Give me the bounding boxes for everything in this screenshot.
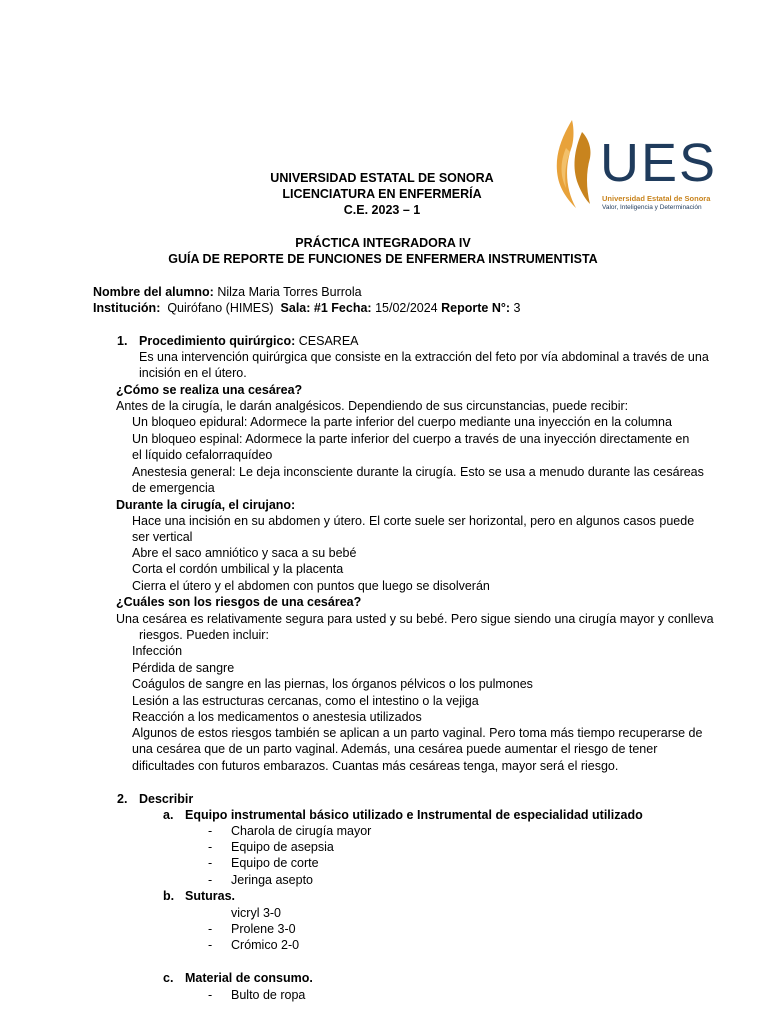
risk-item: Reacción a los medicamentos o anestesia utilizados [132, 710, 422, 724]
surgery-step-line: Cierra el útero y el abdomen con puntos que luego se disolverán [132, 579, 490, 593]
student-name-label: Nombre del alumno: [93, 285, 214, 299]
institution-value: Quirófano (HIMES) [167, 301, 274, 315]
suture-item: Prolene 3-0 [231, 922, 296, 936]
equipment-item: Jeringa asepto [231, 873, 314, 887]
anesthesia-line: Un bloqueo espinal: Adormece la parte inferior del cuerpo a través de una inyección directamente en [132, 432, 690, 446]
program-heading: LICENCIATURA EN ENFERMERÍA [282, 187, 482, 201]
university-heading: UNIVERSIDAD ESTATAL DE SONORA [270, 171, 494, 185]
student-name-value: Nilza Maria Torres Burrola [217, 285, 362, 299]
equipment-item: Equipo de corte [231, 856, 319, 870]
subsection-b-mark: b. [163, 889, 175, 903]
logo-motto: Valor, Inteligencia y Determinación [602, 204, 702, 211]
anesthesia-line: de emergencia [132, 481, 215, 495]
question-how: ¿Cómo se realiza una cesárea? [116, 383, 303, 397]
section2-label: Describir [139, 792, 194, 806]
subsection-c-label: Material de consumo. [185, 971, 313, 985]
question-how-intro: Antes de la cirugía, le darán analgésicos. Dependiendo de sus circunstancias, puede recibir: [116, 399, 629, 413]
risk-note-line: Algunos de estos riesgos también se aplican a un parto vaginal. Pero toma más tiempo recuperarse de [132, 726, 703, 740]
date-value: 15/02/2024 [375, 301, 438, 315]
procedure-desc-line: incisión en el útero. [139, 366, 247, 380]
procedure-label: Procedimiento quirúrgico: [139, 334, 296, 348]
surgery-step-line: Hace una incisión en su abdomen y útero. El corte suele ser horizontal, pero en algunos casos puede [132, 514, 695, 528]
list-dash: - [208, 922, 213, 936]
practice-heading: PRÁCTICA INTEGRADORA IV [295, 236, 471, 250]
surgery-step-line: Corta el cordón umbilical y la placenta [132, 562, 344, 576]
logo-letters: UES [600, 133, 718, 193]
risks-intro-line: Una cesárea es relativamente segura para usted y su bebé. Pero sigue siendo una cirugía mayor y conlleva [116, 612, 714, 626]
institution-line [93, 301, 520, 315]
guide-heading: GUÍA DE REPORTE DE FUNCIONES DE ENFERMERA INSTRUMENTISTA [168, 252, 598, 266]
surgery-step-line: Abre el saco amniótico y saca a su bebé [132, 546, 357, 560]
equipment-item: Equipo de asepsia [231, 840, 334, 854]
date-label: Fecha: [331, 301, 372, 315]
cycle-heading: C.E. 2023 – 1 [343, 203, 421, 217]
risk-note-line: dificultades con futuros embarazos. Cuantas más cesáreas tenga, mayor será el riesgo. [132, 759, 619, 773]
institution-label: Institución: [93, 301, 161, 315]
consumable-item: Bulto de ropa [231, 988, 306, 1002]
report-label: Reporte N°: [441, 301, 511, 315]
risk-item: Lesión a las estructuras cercanas, como el intestino o la vejiga [132, 694, 479, 708]
anesthesia-line: Un bloqueo epidural: Adormece la parte inferior del cuerpo mediante una inyección en la columna [132, 415, 672, 429]
procedure-line [139, 334, 359, 348]
list-dash: - [208, 824, 213, 838]
risk-item: Coágulos de sangre en las piernas, los órganos pélvicos o los pulmones [132, 677, 533, 691]
subsection-a-label: Equipo instrumental básico utilizado e Instrumental de especialidad utilizado [185, 808, 643, 822]
suture-item: Crómico 2-0 [231, 938, 300, 952]
anesthesia-line: el líquido cefalorraquídeo [132, 448, 273, 462]
procedure-desc-line: Es una intervención quirúrgica que consiste en la extracción del feto por vía abdominal a través de una [139, 350, 709, 364]
room-label: Sala: #1 [280, 301, 328, 315]
logo-university-name: Universidad Estatal de Sonora [602, 194, 711, 203]
section2-number: 2. [117, 792, 128, 806]
risk-item: Pérdida de sangre [132, 661, 235, 675]
anesthesia-line: Anestesia general: Le deja inconsciente durante la cirugía. Esto se usa a menudo durante las cesáreas [132, 465, 704, 479]
risk-item: Infección [132, 644, 183, 658]
list-dash: - [208, 988, 213, 1002]
subsection-a-mark: a. [163, 808, 174, 822]
risks-intro-line: riesgos. Pueden incluir: [139, 628, 269, 642]
list-dash: - [208, 856, 213, 870]
question-during: Durante la cirugía, el cirujano: [116, 498, 296, 512]
equipment-item: Charola de cirugía mayor [231, 824, 372, 838]
list-dash: - [208, 840, 213, 854]
question-risks: ¿Cuáles son los riesgos de una cesárea? [116, 595, 362, 609]
list-dash: - [208, 873, 213, 887]
section1-number: 1. [117, 334, 128, 348]
report-value: 3 [513, 301, 521, 315]
subsection-b-label: Suturas. [185, 889, 236, 903]
student-name-line [93, 285, 362, 299]
subsection-c-mark: c. [163, 971, 174, 985]
risk-note-line: una cesárea que de un parto vaginal. Además, una cesárea puede aumentar el riesgo de tener [132, 742, 658, 756]
surgery-step-line: ser vertical [132, 530, 193, 544]
list-dash: - [208, 938, 213, 952]
suture-item: vicryl 3-0 [231, 906, 282, 920]
procedure-value: CESAREA [298, 334, 359, 348]
